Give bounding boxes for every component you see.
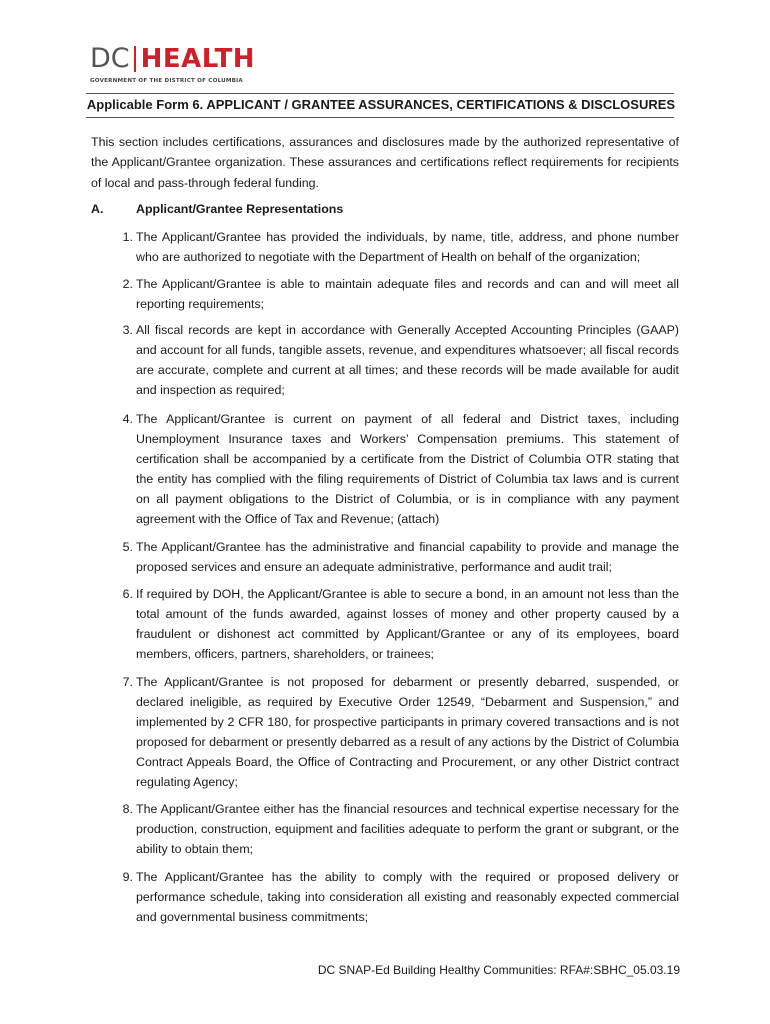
title-rule-top xyxy=(86,93,674,94)
logo-dc-text: DC xyxy=(90,43,130,74)
list-item-number: 3. xyxy=(122,323,133,337)
list-item-text: The Applicant/Grantee is able to maintain adequate files and records and can and will meet all reporting requirements; xyxy=(136,277,679,312)
list-item-number: 5. xyxy=(122,540,133,554)
logo-divider xyxy=(134,46,136,72)
list-item-number: 7. xyxy=(122,675,133,689)
logo-health-text: HEALTH xyxy=(140,44,256,74)
intro-paragraph: This section includes certifications, assurances and disclosures made by the authorized representative of the Applicant/Grantee organization. These assurances and certifications reflect requirements for recipients of local and pass-through federal funding. xyxy=(91,135,679,190)
list-item-number: 1. xyxy=(122,230,133,244)
list-item-text: The Applicant/Grantee is current on payment of all federal and District taxes, including Unemployment Insurance taxes and Workers’ Compensation premiums. This statement of certification shall be accompanied by a certificate from the District of Columbia OTR stating that the entity has complied with the filing requirements of District of Columbia tax laws and is current on all payment obligations to the District of Columbia, or is in compliance with any payment agreement with the Office of Tax and Revenue; (attach) xyxy=(136,412,679,527)
section-letter: A. xyxy=(91,202,104,216)
title-rule-bottom xyxy=(86,117,674,118)
dc-health-logo xyxy=(90,44,260,90)
list-item-number: 9. xyxy=(122,870,133,884)
section-title: Applicant/Grantee Representations xyxy=(136,202,344,216)
list-item-number: 2. xyxy=(122,277,133,291)
list-item-number: 6. xyxy=(122,587,133,601)
logo-subtitle: GOVERNMENT OF THE DISTRICT OF COLUMBIA xyxy=(90,78,243,84)
list-item-text: The Applicant/Grantee has the ability to comply with the required or proposed delivery or performance schedule, taking into consideration all existing and reasonably expected commercial and governmental business commitments; xyxy=(136,870,679,925)
list-item-text: The Applicant/Grantee either has the financial resources and technical expertise necessary for the production, construction, equipment and facilities adequate to perform the grant or subgrant, or the ability to obtain them; xyxy=(136,802,679,857)
list-item-text: The Applicant/Grantee is not proposed for debarment or presently debarred, suspended, or declared ineligible, as required by Executive Order 12549, “Debarment and Suspension,” and implemented by 2 CFR 180, for prospective participants in primary covered transactions and is not proposed for debarment or presently debarred as a result of any actions by the District of Columbia Contract Appeals Board, the Office of Contracting and Procurement, or any other District contract regulating Agency; xyxy=(136,675,679,790)
list-item-text: All fiscal records are kept in accordance with Generally Accepted Accounting Principles (GAAP) and account for all funds, tangible assets, revenue, and expenditures whatsoever; all fiscal records are accurate, complete and current at all times; and these records will be made available for audit and inspection as required; xyxy=(136,323,679,398)
list-item-number: 4. xyxy=(122,412,133,426)
list-item-number: 8. xyxy=(122,802,133,816)
list-item-text: The Applicant/Grantee has provided the individuals, by name, title, address, and phone number who are authorized to negotiate with the Department of Health on behalf of the organization; xyxy=(136,230,679,265)
form-title: Applicable Form 6. APPLICANT / GRANTEE ASSURANCES, CERTIFICATIONS & DISCLOSURES xyxy=(86,97,676,112)
list-item-text: The Applicant/Grantee has the administrative and financial capability to provide and manage the proposed services and ensure an adequate administrative, performance and audit trail; xyxy=(136,540,679,575)
list-item-text: If required by DOH, the Applicant/Grantee is able to secure a bond, in an amount not less than the total amount of the funds awarded, against losses of money and other property caused by a fraudulent or dishonest act committed by Applicant/Grantee or any of its employees, board members, officers, partners, shareholders, or trainees; xyxy=(136,587,679,662)
page-footer: DC SNAP-Ed Building Healthy Communities: RFA#:SBHC_05.03.19 xyxy=(317,963,680,977)
